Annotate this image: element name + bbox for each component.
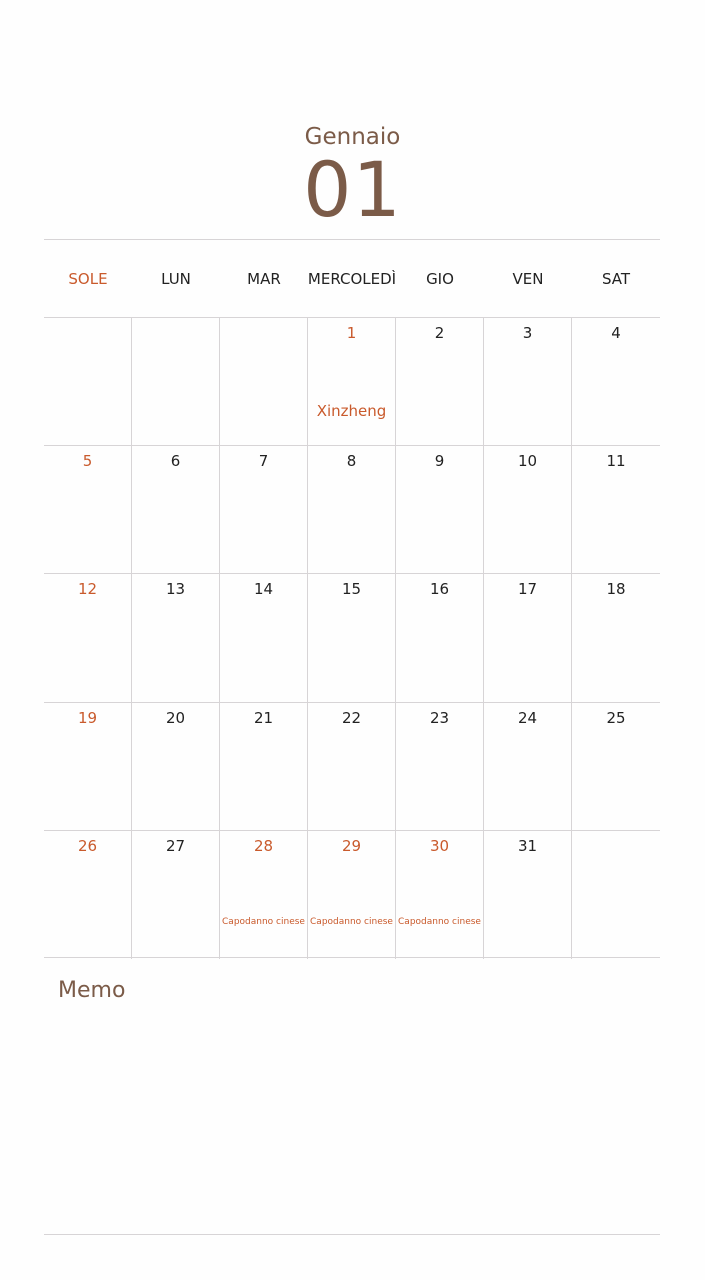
month-header	[0, 122, 705, 234]
day-number: 29	[341, 836, 362, 855]
day-cell[interactable]	[396, 446, 484, 574]
day-cell[interactable]	[484, 831, 572, 959]
day-cell[interactable]	[572, 703, 660, 831]
day-number: 28	[253, 836, 274, 855]
day-number: 23	[429, 708, 450, 727]
weekday-header-row	[44, 240, 660, 317]
day-cell[interactable]	[396, 574, 484, 702]
month-name: Gennaio	[304, 124, 401, 150]
day-number: 12	[77, 580, 98, 599]
day-cell[interactable]	[308, 318, 396, 446]
day-number: 19	[77, 708, 98, 727]
holiday-event-label: Capodanno cinese	[222, 916, 305, 927]
day-number: 21	[253, 708, 274, 727]
memo-bottom-divider	[44, 1234, 660, 1235]
weekday-label: MAR	[247, 269, 281, 288]
day-cell[interactable]	[396, 318, 484, 446]
day-cell[interactable]	[44, 574, 132, 702]
day-cell[interactable]	[220, 831, 308, 959]
day-cell[interactable]	[44, 446, 132, 574]
day-cell[interactable]	[132, 831, 220, 959]
memo-title: Memo	[58, 978, 126, 1003]
day-cell[interactable]	[220, 703, 308, 831]
day-number: 24	[517, 708, 538, 727]
weekday-label: SAT	[601, 269, 631, 288]
weekday-label: SOLE	[68, 269, 108, 288]
day-number: 15	[341, 580, 362, 599]
day-cell[interactable]	[44, 831, 132, 959]
day-number: 6	[170, 452, 181, 471]
day-cell[interactable]	[220, 446, 308, 574]
day-number: 14	[253, 580, 274, 599]
day-number: 22	[341, 708, 362, 727]
holiday-event-label: Capodanno cinese	[310, 916, 393, 927]
day-number: 3	[522, 324, 533, 342]
day-cell[interactable]	[308, 446, 396, 574]
day-number: 4	[611, 324, 621, 342]
day-cell[interactable]	[132, 574, 220, 702]
weekday-label: VEN	[512, 269, 544, 288]
day-cell[interactable]	[572, 318, 660, 446]
day-number: 2	[434, 324, 445, 342]
day-number: 25	[606, 708, 626, 727]
day-number: 20	[165, 708, 186, 727]
day-cell[interactable]	[308, 703, 396, 831]
month-number: 01	[303, 145, 402, 234]
day-number: 10	[517, 452, 538, 471]
day-cell[interactable]	[484, 446, 572, 574]
empty-day-cell	[572, 831, 660, 959]
day-cell[interactable]	[396, 703, 484, 831]
empty-day-cell	[220, 318, 308, 446]
calendar-grid	[44, 317, 660, 958]
day-cell[interactable]	[220, 574, 308, 702]
weekday-label: LUN	[161, 269, 191, 288]
day-number: 30	[429, 836, 450, 855]
day-cell[interactable]	[484, 574, 572, 702]
day-number: 9	[434, 452, 445, 471]
day-cell[interactable]	[396, 831, 484, 959]
day-number: 18	[606, 580, 626, 599]
empty-day-cell	[132, 318, 220, 446]
holiday-event-label: Capodanno cinese	[398, 916, 481, 927]
day-number: 8	[346, 452, 357, 471]
memo-area[interactable]	[58, 1018, 660, 1228]
day-cell[interactable]	[44, 703, 132, 831]
day-cell[interactable]	[308, 831, 396, 959]
day-cell[interactable]	[484, 703, 572, 831]
weekday-label: MERCOLEDÌ	[307, 269, 397, 288]
day-cell[interactable]	[572, 574, 660, 702]
day-cell[interactable]	[484, 318, 572, 446]
day-number: 7	[258, 452, 269, 471]
day-number: 26	[77, 836, 98, 855]
day-number: 17	[517, 580, 538, 599]
day-number: 5	[82, 452, 93, 471]
day-number: 16	[429, 580, 450, 599]
day-number: 27	[165, 836, 186, 855]
day-cell[interactable]	[132, 703, 220, 831]
day-number: 11	[606, 452, 626, 471]
holiday-event-label: Xinzheng	[316, 402, 387, 420]
day-cell[interactable]	[572, 446, 660, 574]
day-number: 31	[517, 836, 538, 855]
weekday-label: GIO	[426, 269, 454, 288]
empty-day-cell	[44, 318, 132, 446]
day-cell[interactable]	[308, 574, 396, 702]
day-number: 1	[346, 324, 357, 342]
day-number: 13	[165, 580, 186, 599]
day-cell[interactable]	[132, 446, 220, 574]
